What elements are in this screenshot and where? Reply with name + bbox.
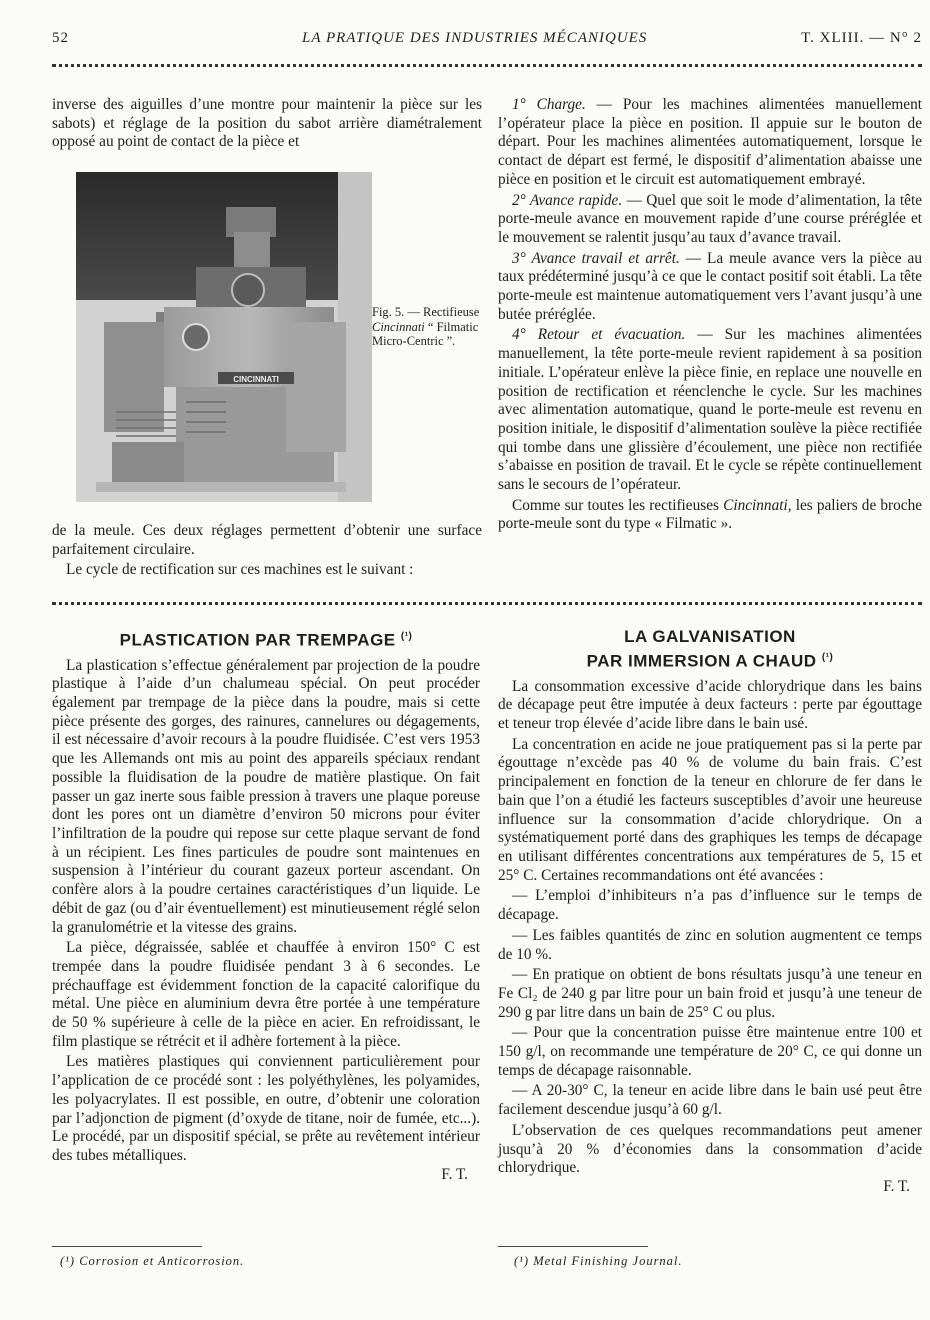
text-prefix: Comme sur toutes les rectifieuses xyxy=(512,496,719,514)
recommendation: — L’emploi d’inhibiteurs n’a pas d’influence sur le temps de décapage. xyxy=(498,887,922,924)
galvanisation-article xyxy=(498,626,922,1197)
figure-caption xyxy=(372,305,482,349)
paragraph: La concentration en acide ne joue pratiquement pas si la perte par égouttage n’excède pas 40 % de volume du bain frais. C’est principalement en fonction de la teneur en chlorure de fer dans le bain que l’on a étudié les facteurs susceptibles d’avoir une heureuse influence sur la consommation d’acide chlorydrique. On a systématiquement porté dans des graphiques les temps de décapage en utilisant différentes concentrations aux températures de 5, 15 et 25° C. Certaines recommandations ont été avancées : xyxy=(498,735,922,884)
top-right-column xyxy=(498,96,922,534)
grinding-machine-photo xyxy=(76,172,372,502)
step-label: 4° Retour et évacuation. xyxy=(512,326,686,344)
footnote-plastication: (¹) Corrosion et Anticorrosion. xyxy=(60,1254,245,1268)
footnote-rule xyxy=(52,1246,202,1247)
step-text: — La meule avance vers la pièce au taux prédéterminé jusqu’à ce que le contact positif soit établi. La tête porte-meule est maintenue automatiquement vers l’avant jusqu’à une butée préréglée. xyxy=(498,249,922,323)
step-text: — Sur les machines alimentées manuellement, la tête porte-meule revient rapidement à sa position initiale. L’opérateur enlève la pièce finie, en replace une nouvelle en position de rectification et réenclenche le cycle. Sur les machines avec alimentation automatique, quand le porte-meule est revenu en position initiale, le dispositif d’alimentation soulève la pièce rectifiée qui tombe dans une glissière d’écoulement, une pièce non rectifiée s’abaisse en position de travail. Et le cycle se répète continuellement sans le secours de l’opérateur. xyxy=(498,326,923,494)
recommendation: — Pour que la concentration puisse être maintenue entre 100 et 150 g/l, on recommande une température de 20° C, ce qui donne un temps de décapage raisonnable. xyxy=(498,1024,922,1079)
paragraph: de la meule. Ces deux réglages permettent d’obtenir une surface parfaitement circulaire. xyxy=(52,522,482,558)
paragraph-filmatic xyxy=(498,497,922,534)
footnote-mark: (¹) xyxy=(400,631,413,642)
paragraph: Le cycle de rectification sur ces machines est le suivant : xyxy=(66,561,414,579)
text-suffix: les paliers de broche porte-meule sont du type « Filmatic ». xyxy=(498,496,923,533)
step-avance-travail xyxy=(498,250,922,325)
page-number: 52 xyxy=(52,30,69,46)
article-title xyxy=(52,626,480,651)
recommendation: — En pratique on obtient de bons résultats jusqu’à une teneur en Fe Cl₂ de 240 g par litre pour un bain froid et jusqu’à une teneur de 290 g par litre dans un bain de 25° C ou plus. xyxy=(498,966,922,1021)
footnote-mark: (¹) xyxy=(821,652,834,663)
journal-title: LA PRATIQUE DES INDUSTRIES MÉCANIQUES xyxy=(302,30,648,46)
top-left-column-end xyxy=(52,522,482,580)
page-header xyxy=(52,30,922,54)
header-rule xyxy=(52,64,922,67)
caption-brand: Cincinnati xyxy=(372,319,425,334)
caption-suffix: “ Filmatic Micro-Centric ”. xyxy=(372,319,479,348)
step-label: 3° Avance travail et arrêt. xyxy=(512,249,680,267)
brand-name: Cincinnati, xyxy=(723,496,792,514)
top-left-column xyxy=(52,96,482,152)
footnote-galvanisation: (¹) Metal Finishing Journal. xyxy=(514,1254,683,1268)
article-title xyxy=(498,626,922,672)
title-text: PLASTICATION PAR TREMPAGE xyxy=(119,630,396,650)
step-charge xyxy=(498,96,922,190)
signature: F. T. xyxy=(883,1177,910,1195)
paragraph: La consommation excessive d’acide chlorydrique dans les bains de décapage peut être imputée à deux facteurs : perte par égouttage et teneur trop élevée d’acide libre dans le bain usé. xyxy=(498,677,922,733)
plastication-article xyxy=(52,626,480,1184)
paragraph: inverse des aiguilles d’une montre pour maintenir la pièce sur les sabots) et réglage de la position du sabot arrière diamétralement opposé au point de contact de la pièce et xyxy=(52,96,482,151)
step-label: 2° Avance rapide. xyxy=(512,191,623,209)
paragraph: La pièce, dégraissée, sablée et chauffée à environ 150° C est trempée dans la poudre fluidisée pendant 3 à 6 secondes. Le préchauffage est évidemment fonction de la capacité calorifique du métal. Une pièce en aluminium devra être portée à une température de 50 % supérieure à celle de la pièce en acier. En refroidissant, le film plastique se rétrécit et il adhère fortement à la pièce. xyxy=(52,939,480,1050)
step-text: — Pour les machines alimentées manuellement l’opérateur place la pièce en position. Il appuie sur le bouton de départ. Pour les machines alimentées automatiquement, lorsque le contact de départ est fermé, le dispositif d’alimentation abaisse une pièce en position et le circuit est automatiquement embrayé. xyxy=(498,96,922,188)
step-retour xyxy=(498,326,922,494)
step-label: 1° Charge. xyxy=(512,96,586,113)
machine-brand-plate: CINCINNATI xyxy=(233,375,279,384)
paragraph: L’observation de ces quelques recommandations peut amener jusqu’à 20 % d’économies dans la consommation d’acide chlorydrique. xyxy=(498,1121,922,1177)
step-avance-rapide xyxy=(498,192,922,248)
footnote-rule xyxy=(498,1246,648,1247)
title-line-2: PAR IMMERSION A CHAUD xyxy=(586,651,817,671)
machine-illustration xyxy=(76,172,372,502)
section-rule xyxy=(52,602,922,605)
recommendation: — A 20-30° C, la teneur en acide libre dans le bain usé peut être facilement descendue jusqu’à 60 g/l. xyxy=(498,1082,922,1119)
paragraph: La plastication s’effectue généralement par projection de la poudre plastique à l’aide d’un chalumeau spécial. On peut procéder également par trempage de la pièce dans la poudre, mais si cette pièce présente des gorges, des rainures, cannelures ou dégagements, il est nécessaire d’avoir recours à la poudre fluidisée. C’est vers 1953 que les Allemands ont mis au point des appareils spéciaux rendant possible la fluidisation de la poudre de matière plastique. On fait passer un gaz inerte sous faible pression à travers une plaque poreuse dont les pores ont un diamètre d’environ 50 microns pour éviter l’infiltration de la poudre qui repose sur cette plaque servant de fond à un récipient. Les fines particules de poudre sont maintenues en suspension à l’intérieur du courant gazeux porteur ascendant. On confère alors à la poudre certaines caractéristiques d’un liquide. Le débit de gaz (ou d’air éventuellement) est minutieusement réglé selon la granulométrie et la vitesse des grains. xyxy=(52,656,480,936)
step-text: — Quel que soit le mode d’alimentation, la tête porte-meule avance en mouvement rapide d’une course préréglée et le mouvement se ralentit jusqu’au taux d’avance travail. xyxy=(498,191,922,246)
paragraph: Les matières plastiques qui conviennent particulièrement pour l’application de ce procédé sont : les polyéthylènes, les polyamides, les polyacrylates. Il est possible, en outre, d’obtenir une coloration par l’adjonction de pigment (d’oxyde de titane, noir de fumée, etc...). Le procédé, par un dispositif spécial, se prête au revêtement intérieur des tubes métalliques. xyxy=(52,1053,480,1164)
issue-number: T. XLIII. — N° 2 xyxy=(801,30,922,46)
caption-prefix: Fig. 5. — Rectifieuse xyxy=(372,305,480,319)
title-line-1: LA GALVANISATION xyxy=(624,627,796,646)
recommendation: — Les faibles quantités de zinc en solution augmentent ce temps de 10 %. xyxy=(498,926,922,963)
signature: F. T. xyxy=(441,1165,468,1183)
